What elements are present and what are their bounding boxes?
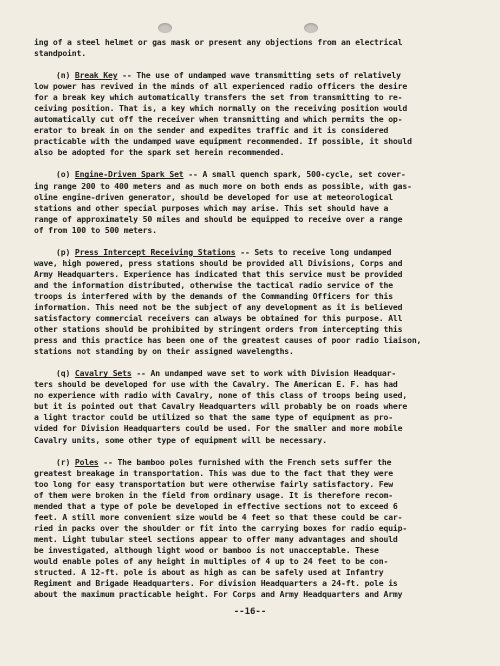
section-text: A small quench spark, 500-cycle, set cover- bbox=[202, 169, 406, 180]
section-line: too long for easy transportation but were otherwise fairly satisfactory. Few bbox=[34, 478, 393, 489]
section-title: Engine-Driven Spark Set bbox=[74, 169, 184, 180]
section-line: ceiving position. That is, a key which normally on the receiving position would bbox=[34, 103, 408, 114]
section-label: (r) bbox=[56, 456, 71, 467]
section-line: low power has revived in the minds of all experienced radio officers the desire bbox=[34, 81, 408, 92]
punch-hole-left bbox=[158, 23, 172, 33]
section-label: (n) bbox=[56, 70, 71, 81]
section-line: satisfactory commercial receivers can always be obtained for this purpose. All bbox=[34, 313, 403, 324]
section-line: for a break key which automatically transfers the set from transmitting to re- bbox=[34, 92, 403, 103]
section-paragraph bbox=[34, 169, 470, 235]
section-line: ing range 200 to 400 meters and as much more on both ends as possible, with gas- bbox=[34, 180, 412, 191]
section-line: vided for Division Headquarters could be used. For the smaller and more mobile bbox=[34, 423, 403, 434]
section-line: of them were broken in the field from ordinary usage. It is therefore recom- bbox=[34, 489, 393, 500]
section-line: erator to break in on the sender and expedites traffic and it is considered bbox=[34, 125, 389, 136]
section-line: and the information distributed, otherwise the tactical radio service of the bbox=[34, 279, 393, 290]
section-line: wave, high powered, press stations should be provided all Divisions, Corps and bbox=[34, 257, 403, 268]
section-line: would enable poles of any height in multiples of 4 up to 24 feet to be con- bbox=[34, 555, 389, 566]
document-body bbox=[34, 37, 470, 611]
section-line: other stations should be prohibited by stringent orders from intercepting this bbox=[34, 324, 403, 335]
section-line: stations and other special purposes which may arise. This set should have a bbox=[34, 202, 389, 213]
section-line: troops is interfered with by the demands of the Commanding Officers for this bbox=[34, 290, 393, 301]
section-paragraph bbox=[34, 247, 470, 357]
punch-hole-right bbox=[304, 23, 318, 33]
section-line: about the maximum practicable height. For Corps and Army Headquarters and Army bbox=[34, 589, 403, 600]
section-dash: -- bbox=[103, 456, 113, 467]
section-title: Break Key bbox=[74, 70, 118, 81]
section-dash: -- bbox=[122, 70, 132, 81]
section-text: Sets to receive long undamped bbox=[254, 246, 392, 257]
section-dash: -- bbox=[136, 368, 146, 379]
section-line: range of approximately 50 miles and should be equipped to receive over a range bbox=[34, 213, 403, 224]
section-line: oline engine-driven generator, should be developed for use at meteorological bbox=[34, 191, 393, 202]
section-line: ters should be developed for use with the Cavalry. The American E. F. has had bbox=[34, 379, 398, 390]
section-label: (p) bbox=[56, 246, 71, 257]
section-line bbox=[34, 169, 470, 180]
section-line bbox=[34, 70, 470, 81]
section-paragraph bbox=[34, 70, 470, 158]
sections-container bbox=[34, 70, 470, 600]
section-line: be investigated, although light wood or bamboo is not unacceptable. These bbox=[34, 544, 379, 555]
section-title: Poles bbox=[74, 456, 99, 467]
section-line: Regiment and Brigade Headquarters. For division Headquarters a 24-ft. pole is bbox=[34, 578, 398, 589]
section-label: (o) bbox=[56, 169, 71, 180]
section-title: Press Intercept Receiving Stations bbox=[74, 246, 236, 257]
section-line: greatest breakage in transportation. This was due to the fact that they were bbox=[34, 467, 393, 478]
section-text: The use of undamped wave transmitting sets of relatively bbox=[136, 70, 401, 81]
section-line bbox=[34, 247, 470, 258]
section-line: stations not standing by on their assigned wavelengths. bbox=[34, 346, 294, 357]
section-line: Army Headquarters. Experience has indicated that this service must be provided bbox=[34, 268, 403, 279]
section-line: ried in packs over the shoulder or fit into the carrying boxes for radio equip- bbox=[34, 522, 408, 533]
section-line: practicable with the undamped wave equipment recommended. If possible, it should bbox=[34, 136, 412, 147]
section-line: but it is pointed out that Cavalry Headquarters will probably be on roads where bbox=[34, 401, 408, 412]
section-line: feet. A still more convenient size would be 4 feet so that these could be car- bbox=[34, 511, 403, 522]
section-line: ment. Light tubular steel sections appear to offer many advantages and should bbox=[34, 533, 398, 544]
intro-line: standpoint. bbox=[34, 48, 86, 59]
intro-paragraph bbox=[34, 37, 470, 59]
section-line: no experience with radio with Cavalry, none of this class of troops being used, bbox=[34, 390, 408, 401]
section-text: The bamboo poles furnished with the French sets suffer the bbox=[117, 456, 392, 467]
section-paragraph bbox=[34, 368, 470, 445]
intro-line: ing of a steel helmet or gas mask or present any objections from an electrical bbox=[34, 37, 403, 47]
section-line bbox=[34, 457, 470, 468]
section-dash: -- bbox=[188, 169, 198, 180]
section-line bbox=[34, 368, 470, 379]
section-line: Cavalry units, some other type of equipment will be necessary. bbox=[34, 434, 327, 445]
section-line: information. This need not be the subject of any development as it is believed bbox=[34, 301, 403, 312]
section-dash: -- bbox=[240, 246, 250, 257]
page-number: --16-- bbox=[233, 607, 267, 617]
section-label: (q) bbox=[56, 368, 71, 379]
section-line: press and this practice has been one of the greatest causes of poor radio liaison, bbox=[34, 335, 422, 346]
section-line: structed. A 12-ft. pole is about as high as can be safely used at Infantry bbox=[34, 567, 384, 578]
section-line: of from 100 to 500 meters. bbox=[34, 224, 157, 235]
section-line: automatically cut off the receiver when transmitting and which permits the op- bbox=[34, 114, 403, 125]
section-line: a light tractor could be utilized so that the same type of equipment as pro- bbox=[34, 412, 393, 423]
section-title: Cavalry Sets bbox=[74, 368, 132, 379]
section-paragraph bbox=[34, 457, 470, 601]
section-text: An undamped wave set to work with Division Headquar- bbox=[150, 368, 397, 379]
section-line: mended that a type of pole be developed in effective sections not to exceed 6 bbox=[34, 500, 398, 511]
section-line: also be adopted for the spark set herein recommended. bbox=[34, 147, 285, 158]
